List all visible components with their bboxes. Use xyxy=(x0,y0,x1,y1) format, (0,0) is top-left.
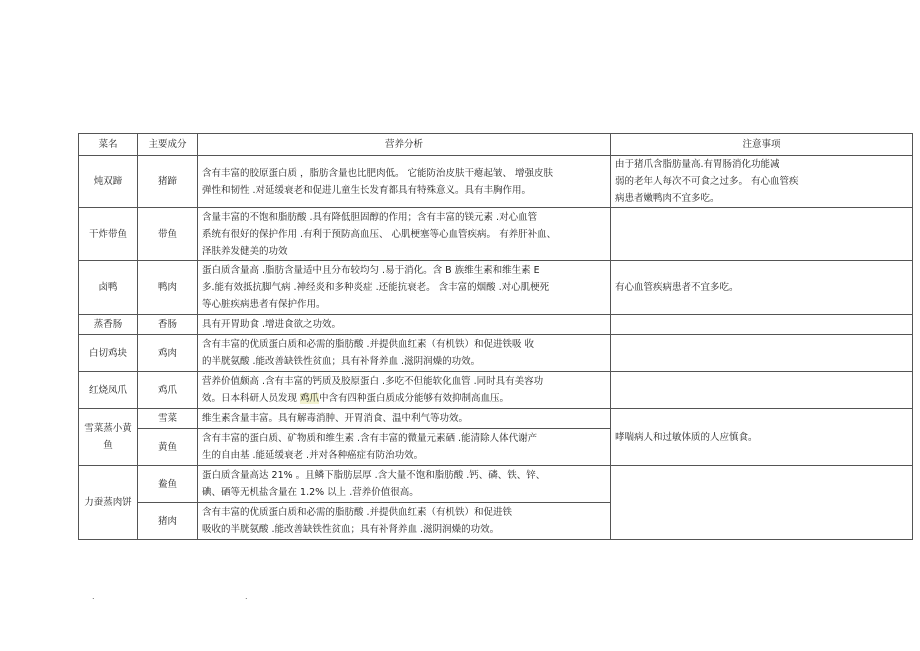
ingredient-cell: 香肠 xyxy=(138,315,198,335)
analysis-cell xyxy=(198,315,611,335)
header-main-ingredient: 主要成分 xyxy=(138,134,198,156)
analysis-cell xyxy=(198,409,611,429)
analysis-line: 含量丰富的不饱和脂肪酸 .具有降低胆固醇的作用；含有丰富的镁元素 .对心血管 xyxy=(202,211,538,223)
analysis-cell xyxy=(198,156,611,208)
analysis-line: 具有开胃助食 .增进食欲之功效。 xyxy=(202,319,342,330)
ingredient-cell: 鸡肉 xyxy=(138,335,198,372)
analysis-line: 含有丰富的优质蛋白质和必需的脂肪酸 .并提供血红素（有机铁）和促进铁吸 收 xyxy=(202,339,535,350)
notes-line: 弱的老年人每次不可食之过多。 有心血管疾 xyxy=(615,176,799,187)
notes-cell xyxy=(611,156,913,208)
table-row xyxy=(79,315,913,335)
notes-cell xyxy=(611,409,913,466)
analysis-line: 碘、硒等无机盐含量在 1.2% 以上 .营养价值很高。 xyxy=(202,487,419,498)
analysis-line: 维生素含量丰富。具有解毒消肿、开胃消食、温中利气等功效。 xyxy=(202,413,469,424)
notes-cell xyxy=(611,261,913,315)
table-header-row xyxy=(79,134,913,156)
analysis-line: 含有丰富的蛋白质、矿物质和维生素 .含有丰富的微量元素硒 .能清除人体代谢产 xyxy=(202,433,538,444)
table-row xyxy=(79,156,913,208)
analysis-cell xyxy=(198,429,611,466)
notes-line: 病患者嫩鸭肉不宜多吃。 xyxy=(615,193,720,204)
table-row xyxy=(79,466,913,503)
notes-line: 哮喘病人和过敏体质的人应慎食。 xyxy=(615,431,758,443)
dish-name-cell: 炖双蹄 xyxy=(79,156,138,208)
notes-cell xyxy=(611,315,913,335)
header-nutrition-analysis: 营养分析 xyxy=(198,134,611,156)
analysis-cell xyxy=(198,503,611,540)
highlighted-term: 鸡爪 xyxy=(300,393,320,404)
ingredient-cell: 猪蹄 xyxy=(138,156,198,208)
dish-name-cell: 红烧凤爪 xyxy=(79,372,138,409)
footer-mark-right: . xyxy=(245,592,248,601)
table-row xyxy=(79,208,913,261)
analysis-line: 的半胱氨酸 .能改善缺铁性贫血；具有补肾养血 .滋阴润燥的功效。 xyxy=(202,356,481,367)
ingredient-cell: 猪肉 xyxy=(138,503,198,540)
analysis-cell xyxy=(198,372,611,409)
analysis-line: 泽肤养发健美的功效 xyxy=(202,245,288,257)
ingredient-cell: 鸭肉 xyxy=(138,261,198,315)
analysis-line: 含有丰富的优质蛋白质和必需的脂肪酸 .并提供血红素（有机铁）和促进铁 xyxy=(202,507,513,518)
ingredient-cell: 鲞鱼 xyxy=(138,466,198,503)
analysis-cell xyxy=(198,335,611,372)
analysis-line: 蛋白质含量高达 21% 。且鳞下脂肪层厚 .含大量不饱和脂肪酸 .钙、磷、铁、锌、 xyxy=(202,470,546,481)
analysis-line: 等心脏疾病患者有保护作用。 xyxy=(202,299,326,310)
ingredient-cell: 鸡爪 xyxy=(138,372,198,409)
dish-name-cell: 蒸香肠 xyxy=(79,315,138,335)
notes-cell xyxy=(611,208,913,261)
analysis-cell xyxy=(198,466,611,503)
analysis-text: 效。日本科研人员发现 xyxy=(202,393,301,404)
analysis-cell xyxy=(198,261,611,315)
header-dish-name: 菜名 xyxy=(79,134,138,156)
analysis-line: 多.能有效抵抗脚气病 .神经炎和多种炎症 .还能抗衰老。 含丰富的烟酸 .对心肌梗死 xyxy=(202,282,550,293)
analysis-line: 蛋白质含量高 .脂肪含量适中且分布较均匀 .易于消化。含 B 族维生素和维生素 E xyxy=(202,265,540,276)
analysis-line xyxy=(202,390,606,407)
table-row xyxy=(79,335,913,372)
dish-name-cell: 白切鸡块 xyxy=(79,335,138,372)
notes-cell xyxy=(611,335,913,372)
analysis-line: 吸收的半胱氨酸 .能改善缺铁性贫血；具有补肾养血 .滋阴润燥的功效。 xyxy=(202,524,500,535)
footer-mark-left: . xyxy=(92,592,95,601)
ingredient-cell: 雪菜 xyxy=(138,409,198,429)
table-row xyxy=(79,409,913,429)
analysis-line: 系统有很好的保护作用 .有利于预防高血压、 心肌梗塞等心血管疾病。 有养肝补血、 xyxy=(202,228,557,240)
analysis-text: 中含有四种蛋白质成分能够有效抑制高血压。 xyxy=(319,393,510,404)
dish-name-cell: 卤鸭 xyxy=(79,261,138,315)
ingredient-cell: 黄鱼 xyxy=(138,429,198,466)
nutrition-table xyxy=(78,133,913,540)
analysis-line: 营养价值颇高 .含有丰富的钙质及胶原蛋白 .多吃不但能软化血管 .同时具有美容功 xyxy=(202,376,544,387)
table-row xyxy=(79,261,913,315)
notes-line: 由于猪爪含脂肪量高.有胃肠消化功能减 xyxy=(615,159,780,170)
analysis-line: 弹性和韧性 .对延缓衰老和促进儿童生长发育都具有特殊意义。具有丰胸作用。 xyxy=(202,184,532,196)
table-row xyxy=(79,372,913,409)
notes-cell xyxy=(611,466,913,540)
dish-name-cell: 雪菜蒸小黄鱼 xyxy=(79,409,138,466)
dish-name-cell: 干炸带鱼 xyxy=(79,208,138,261)
analysis-cell xyxy=(198,208,611,261)
notes-cell xyxy=(611,372,913,409)
header-notes: 注意事项 xyxy=(611,134,913,156)
ingredient-cell: 带鱼 xyxy=(138,208,198,261)
analysis-line: 生的自由基 .能延缓衰老 .并对各种癌症有防治功效。 xyxy=(202,450,424,461)
notes-line: 有心血管疾病患者不宜多吃。 xyxy=(615,282,739,293)
analysis-line: 含有丰富的胶原蛋白质 ，脂肪含量也比肥肉低。 它能防治皮肤干瘪起皱、 增强皮肤 xyxy=(202,167,554,179)
dish-name-cell: 力蚕蒸肉饼 xyxy=(79,466,138,540)
